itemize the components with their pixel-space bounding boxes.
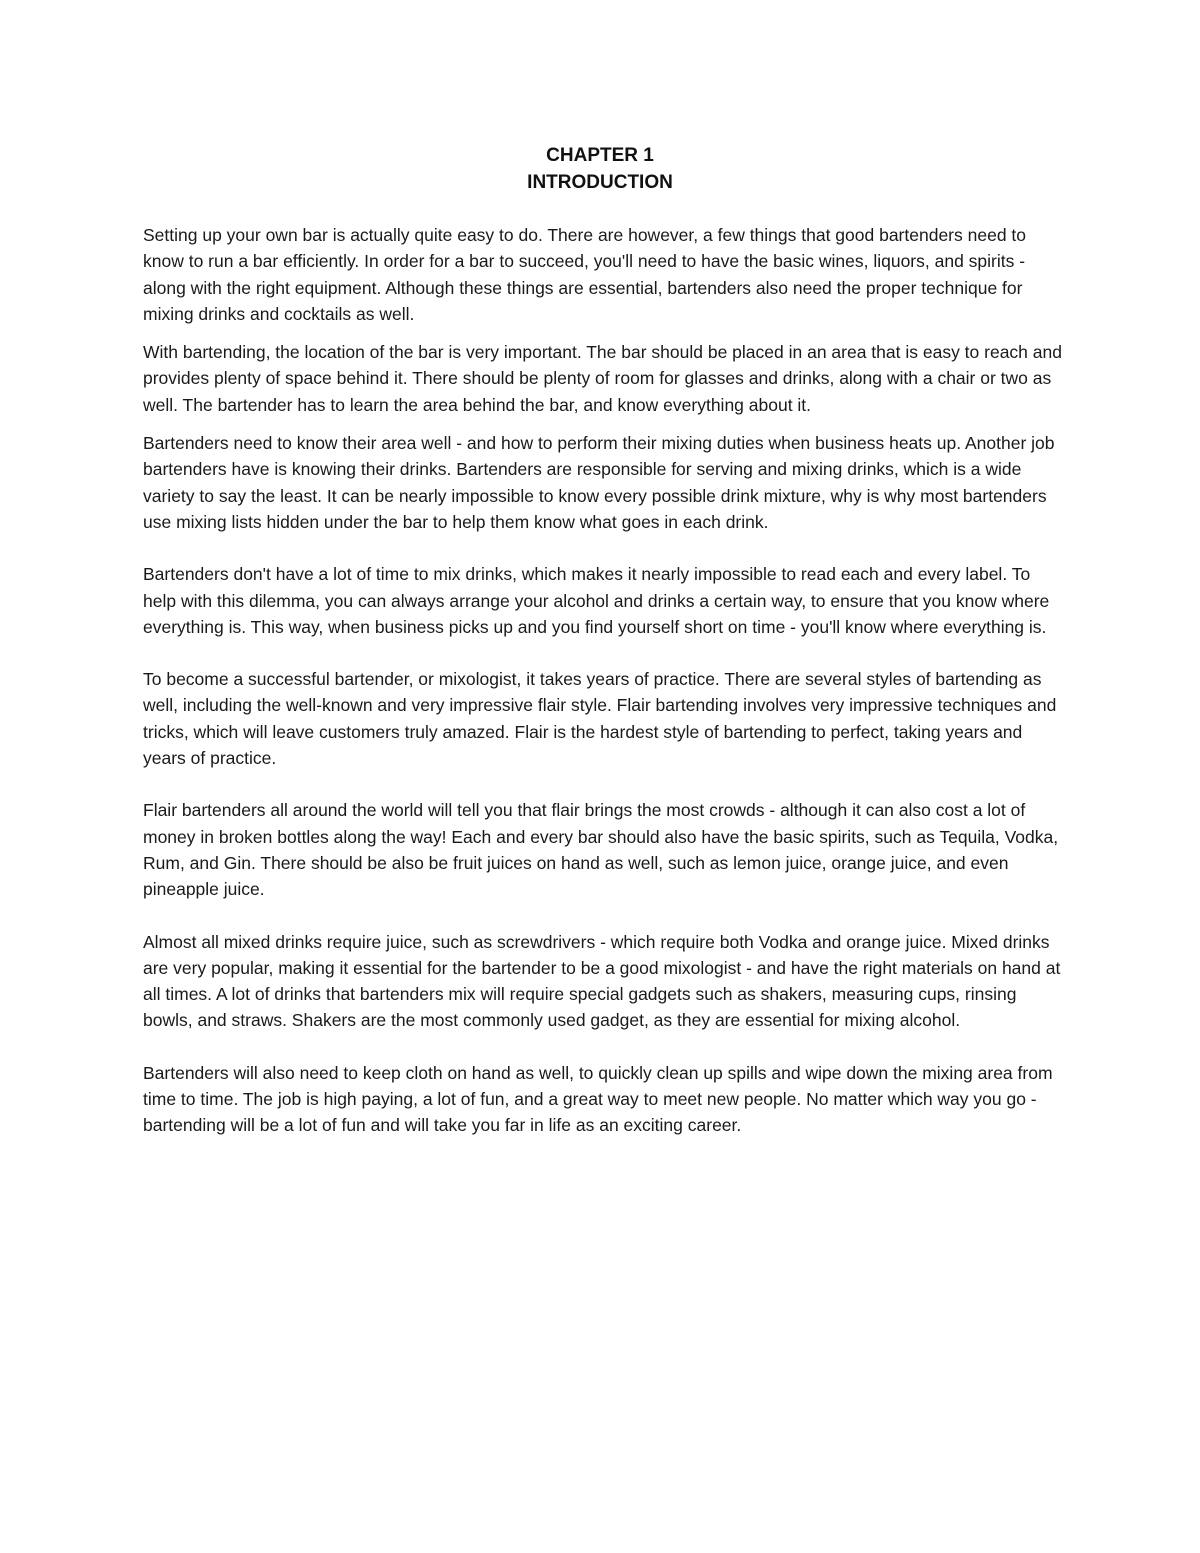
paragraph-1: Setting up your own bar is actually quite easy to do. There are however, a few things that good bartenders need to know to run a bar efficiently. In order for a bar to succeed, you'll need to have the basic wines, liquors, and spirits - along with the right equipment. Although these things are essential, bartenders also need the proper technique for mixing drinks and cocktails as well. [143, 225, 1027, 324]
paragraph-7: Almost all mixed drinks require juice, such as screwdrivers - which require both Vodka and orange juice. Mixed drinks are very popular, making it essential for the bartender to be a good mixologist - and have the right materials on hand at all times. A lot of drinks that bartenders mix will require special gadgets such as shakers, measuring cups, rinsing bowls, and straws. Shakers are the most commonly used gadget, as they are essential for mixing alcohol. [143, 931, 1061, 1031]
paragraph-8: Bartenders will also need to keep cloth on hand as well, to quickly clean up spills and wipe down the mixing area from time to time. The job is high paying, a lot of fun, and a great way to meet new people. No matter which way you go - bartending will be a lot of fun and will take you far in life as an exciting career. [143, 1062, 1053, 1136]
body-text [143, 222, 1063, 1139]
paragraph-5: To become a successful bartender, or mixologist, it takes years of practice. There are several styles of bartending as well, including the well-known and very impressive flair style. Flair bartending involves very impressive techniques and tricks, which will leave customers truly amazed. Flair is the hardest style of bartending to perfect, taking years and years of practice. [143, 669, 1057, 769]
chapter-title: INTRODUCTION [527, 172, 673, 193]
paragraph-4: Bartenders don't have a lot of time to mix drinks, which makes it nearly impossible to read each and every label. To help with this dilemma, you can always arrange your alcohol and drinks a certain way, to ensure that you know where everything is. This way, when business picks up and you find yourself short on time - you'll know where everything is. [143, 564, 1050, 637]
paragraph-6: Flair bartenders all around the world will tell you that flair brings the most crowds - although it can also cost a lot of money in broken bottles along the way! Each and every bar should also have the basic spirits, such as Tequila, Vodka, Rum, and Gin. There should be also be fruit juices on hand as well, such as lemon juice, orange juice, and even pineapple juice. [143, 800, 1059, 900]
chapter-label: CHAPTER 1 [546, 145, 654, 166]
paragraph-2: With bartending, the location of the bar is very important. The bar should be placed in an area that is easy to reach and provides plenty of space behind it. There should be plenty of room for glasses and drinks, along with a chair or two as well. The bartender has to learn the area behind the bar, and know everything about it. [143, 342, 1062, 415]
paragraph-3: Bartenders need to know their area well - and how to perform their mixing duties when business heats up. Another job bartenders have is knowing their drinks. Bartenders are responsible for serving and mixing drinks, which is a wide variety to say the least. It can be nearly impossible to know every possible drink mixture, why is why most bartenders use mixing lists hidden under the bar to help them know what goes in each drink. [143, 433, 1055, 532]
